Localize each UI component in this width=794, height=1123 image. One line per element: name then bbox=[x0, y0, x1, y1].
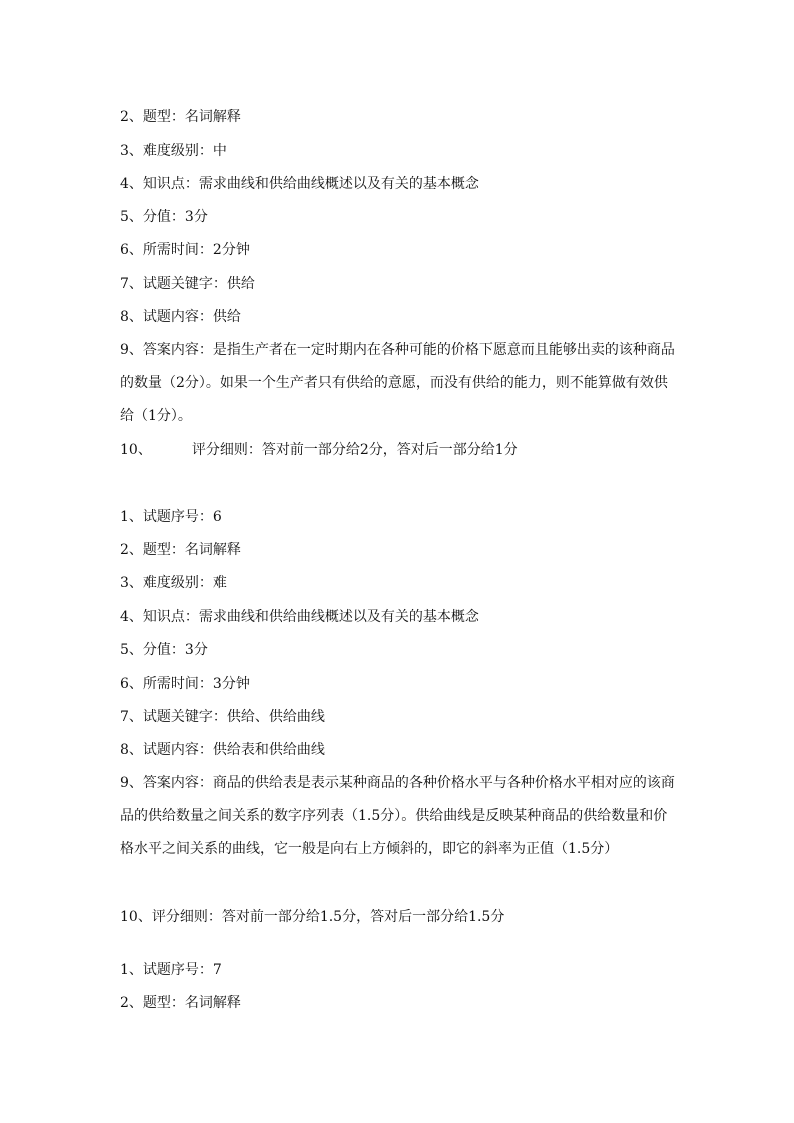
grading-text: 评分细则：答对前一部分给2分，答对后一部分给1分 bbox=[191, 442, 518, 458]
question-content: 8、试题内容：供给 bbox=[120, 309, 241, 325]
difficulty-level: 3、难度级别：难 bbox=[120, 575, 227, 591]
time-required: 6、所需时间：3分钟 bbox=[120, 676, 250, 692]
grading-number: 10、 bbox=[120, 442, 152, 458]
question-type: 2、题型：名词解释 bbox=[120, 995, 241, 1011]
question-sequence: 1、试题序号：6 bbox=[120, 509, 222, 525]
answer-content: 9、答案内容：是指生产者在一定时期内在各种可能的价格下愿意而且能够出卖的该种商品的数量（2分）。如果一个生产者只有供给的意愿，而没有供给的能力，则不能算做有效供给（1分）。 bbox=[120, 342, 675, 424]
knowledge-point: 4、知识点：需求曲线和供给曲线概述以及有关的基本概念 bbox=[120, 609, 479, 625]
question-type: 2、题型：名词解释 bbox=[120, 109, 241, 125]
question-content: 8、试题内容：供给表和供给曲线 bbox=[120, 742, 325, 758]
question-type: 2、题型：名词解释 bbox=[120, 542, 241, 558]
answer-content: 9、答案内容：商品的供给表是表示某种商品的各种价格水平与各种价格水平相对应的该商品的供给数量之间关系的数字序列表（1.5分）。供给曲线是反映某种商品的供给数量和价格水平之间关系的曲线，它一般是向右上方倾斜的，即它的斜率为正值（1.5分） bbox=[120, 775, 675, 857]
difficulty-level: 3、难度级别：中 bbox=[120, 143, 227, 159]
question-keywords: 7、试题关键字：供给 bbox=[120, 276, 255, 292]
time-required: 6、所需时间：2分钟 bbox=[120, 242, 250, 258]
grading-rules: 10、评分细则：答对前一部分给1.5分，答对后一部分给1.5分 bbox=[120, 909, 505, 925]
question-sequence: 1、试题序号：7 bbox=[120, 962, 222, 978]
grading-rules bbox=[120, 440, 518, 460]
score-value: 5、分值：3分 bbox=[120, 642, 208, 658]
score-value: 5、分值：3分 bbox=[120, 209, 208, 225]
question-keywords: 7、试题关键字：供给、供给曲线 bbox=[120, 709, 325, 725]
knowledge-point: 4、知识点：需求曲线和供给曲线概述以及有关的基本概念 bbox=[120, 176, 479, 192]
